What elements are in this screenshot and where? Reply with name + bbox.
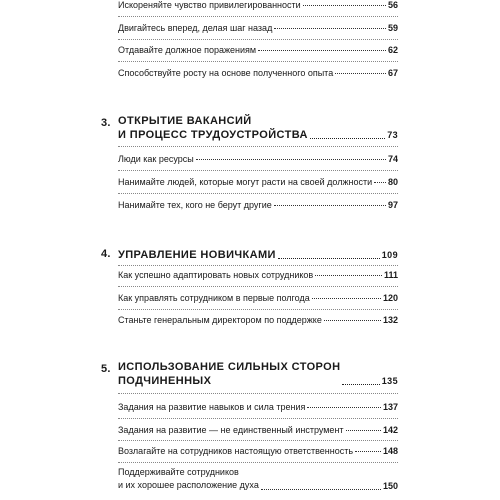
chapter-number: 3. (101, 117, 111, 129)
toc-entry-page: 59 (387, 23, 398, 33)
chapter-title-line: И ПРОЦЕСС ТРУДОУСТРОЙСТВА (118, 129, 308, 141)
toc-entry-title (118, 466, 259, 492)
divider (118, 170, 398, 171)
divider (118, 193, 398, 194)
toc-entry-title: Отдавайте должное поражениям (118, 45, 257, 55)
toc-entry (118, 68, 398, 79)
dot-leader (274, 28, 386, 29)
dot-leader (355, 451, 381, 452)
toc-entry-title: Возлагайте на сотрудников настоящую ответственность (118, 446, 354, 456)
divider (118, 61, 398, 62)
toc-entry (118, 293, 398, 304)
dot-leader (196, 159, 386, 160)
divider (118, 393, 398, 394)
toc-entry (118, 425, 398, 436)
toc-entry (118, 154, 398, 165)
toc-entry (118, 177, 398, 188)
toc-entry-title: Нанимайте людей, которые могут расти на своей должности (118, 177, 373, 187)
toc-entry (118, 446, 398, 457)
toc-entry-title-line: и их хорошее расположение духа (118, 480, 259, 490)
dot-leader (258, 50, 386, 51)
toc-entry-page: 80 (387, 177, 398, 187)
toc-entry-page: 120 (382, 293, 398, 303)
divider (118, 286, 398, 287)
toc-entry (118, 402, 398, 413)
toc-entry-title: Как успешно адаптировать новых сотрудников (118, 270, 314, 280)
dot-leader (310, 138, 385, 139)
dot-leader (278, 258, 380, 259)
toc-entry-title: Нанимайте тех, кого не берут другие (118, 200, 272, 210)
toc-entry-page: 97 (387, 200, 398, 210)
chapter-title-line: ИСПОЛЬЗОВАНИЕ СИЛЬНЫХ СТОРОН (118, 361, 341, 373)
toc-entry-title: Как управлять сотрудником в первые полгода (118, 293, 310, 303)
chapter-page: 73 (387, 130, 398, 140)
toc-entry-page: 137 (382, 402, 398, 412)
toc-entry-page: 142 (382, 425, 398, 435)
chapter-title-line: ОТКРЫТИЕ ВАКАНСИЙ (118, 115, 252, 127)
toc-entry (118, 200, 398, 211)
divider (118, 265, 398, 266)
divider (118, 16, 398, 17)
chapter-page: 109 (381, 250, 398, 260)
divider (118, 440, 398, 441)
chapter-heading (118, 248, 398, 262)
chapter-title (118, 114, 308, 142)
dot-leader (261, 489, 381, 490)
dot-leader (324, 320, 381, 321)
toc-entry-title: Люди как ресурсы (118, 154, 194, 164)
dot-leader (303, 5, 386, 6)
dot-leader (312, 298, 381, 299)
dot-leader (342, 384, 379, 385)
toc-entry-page: 148 (382, 446, 398, 456)
toc-entry-title: Задания на развитие — не единственный инструмент (118, 425, 344, 435)
toc-entry (118, 45, 398, 56)
toc-entry-title-line: Поддерживайте сотрудников (118, 467, 239, 477)
toc-entry-page: 150 (382, 481, 398, 491)
toc-entry (118, 315, 398, 326)
divider (118, 418, 398, 419)
chapter-number: 4. (101, 248, 111, 260)
divider (118, 39, 398, 40)
dot-leader (374, 182, 386, 183)
toc-entry-title: Задания на развитие навыков и сила трения (118, 402, 306, 412)
chapter-page: 135 (381, 376, 398, 386)
dot-leader (346, 430, 381, 431)
chapter-number: 5. (101, 363, 111, 375)
chapter-title-line: ПОДЧИНЕННЫХ (118, 375, 212, 387)
divider (118, 146, 398, 147)
toc-entry (118, 270, 398, 281)
chapter-heading (118, 360, 398, 388)
toc-entry-title: Искореняйте чувство привилегированности (118, 0, 301, 10)
toc-entry (118, 466, 398, 492)
chapter-title (118, 360, 340, 388)
chapter-title-line: УПРАВЛЕНИЕ НОВИЧКАМИ (118, 249, 276, 261)
chapter-heading (118, 114, 398, 142)
divider (118, 462, 398, 463)
toc-entry-page: 62 (387, 45, 398, 55)
dot-leader (274, 205, 386, 206)
toc-entry-page: 111 (383, 270, 398, 280)
toc-entry-title: Двигайтесь вперед, делая шаг назад (118, 23, 273, 33)
toc-entry-page: 132 (382, 315, 398, 325)
toc-entry (118, 0, 398, 11)
toc-entry-page: 56 (387, 0, 398, 10)
toc-entry (118, 23, 398, 34)
toc-entry-page: 67 (387, 68, 398, 78)
dot-leader (315, 275, 382, 276)
toc-entry-page: 74 (387, 154, 398, 164)
divider (118, 309, 398, 310)
dot-leader (335, 73, 386, 74)
toc-entry-title: Способствуйте росту на основе полученного опыта (118, 68, 334, 78)
toc-entry-title: Станьте генеральным директором по поддержке (118, 315, 322, 325)
chapter-title (118, 248, 276, 262)
dot-leader (307, 407, 381, 408)
